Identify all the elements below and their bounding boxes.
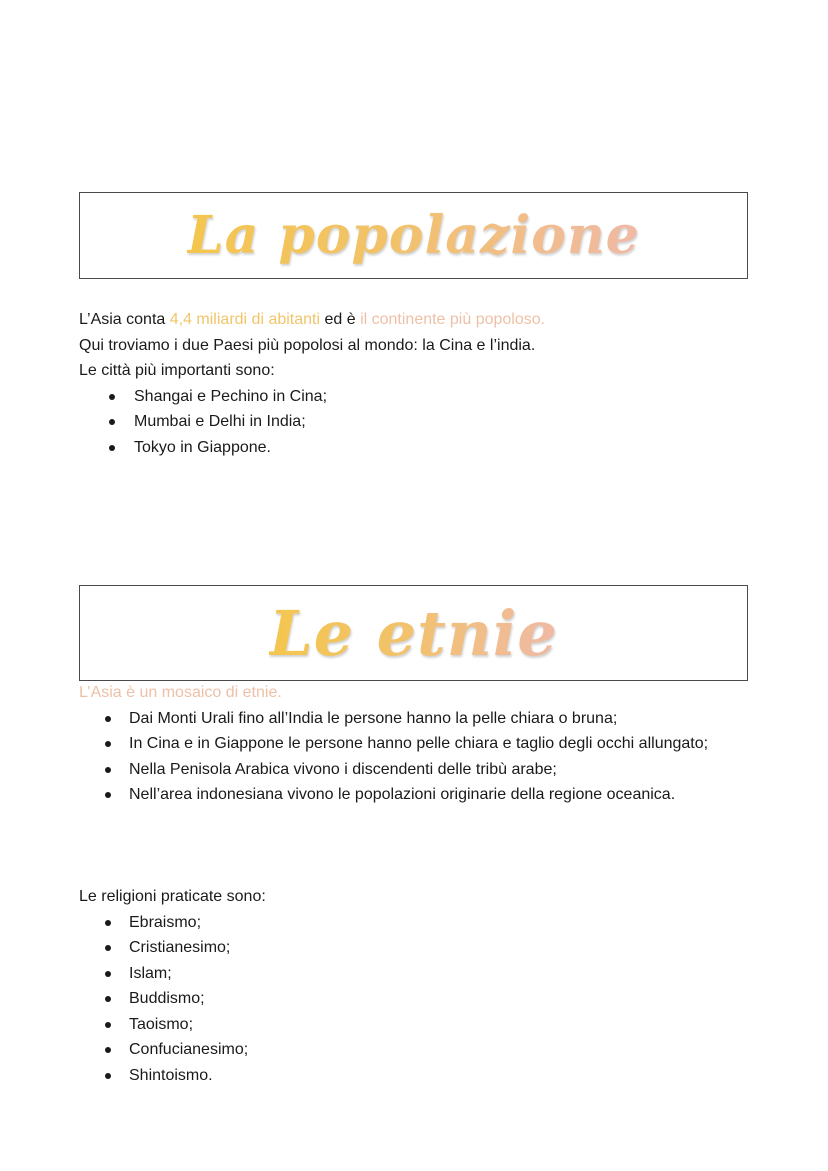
list-item: Islam; xyxy=(79,961,759,987)
etnie-subtitle: L’Asia è un mosaico di etnie. xyxy=(79,684,282,701)
intro-middle: ed è xyxy=(320,311,361,328)
list-item: Ebraismo; xyxy=(79,910,759,936)
list-item: Nell’area indonesiana vivono le popolazioni originarie della regione oceanica. xyxy=(79,782,729,808)
section-title-box-popolazione xyxy=(79,192,748,279)
list-item: Shintoismo. xyxy=(79,1063,759,1089)
intro-prefix: L’Asia conta xyxy=(79,311,170,328)
list-item: Confucianesimo; xyxy=(79,1037,759,1063)
cities-list xyxy=(79,384,759,461)
list-item: Mumbai e Delhi in India; xyxy=(79,409,759,435)
continent-highlight: il continente più popoloso. xyxy=(360,311,546,328)
list-item: In Cina e in Giappone le persone hanno pelle chiara e taglio degli occhi allungato; xyxy=(79,731,729,757)
section-title-popolazione: La popolazione xyxy=(187,205,640,266)
intro-paragraph xyxy=(79,307,759,333)
list-item: Shangai e Pechino in Cina; xyxy=(79,384,759,410)
popolazione-text xyxy=(79,307,759,460)
population-highlight: 4,4 miliardi di abitanti xyxy=(169,311,321,328)
ethnic-list xyxy=(79,706,759,808)
section-title-etnie: Le etnie xyxy=(269,596,558,670)
list-item: Buddismo; xyxy=(79,986,759,1012)
religions-list xyxy=(79,910,759,1089)
religions-text xyxy=(79,884,759,1088)
list-item: Tokyo in Giappone. xyxy=(79,435,759,461)
list-item: Cristianesimo; xyxy=(79,935,759,961)
list-item: Nella Penisola Arabica vivono i discendenti delle tribù arabe; xyxy=(79,757,729,783)
etnie-text xyxy=(79,680,759,808)
list-item: Taoismo; xyxy=(79,1012,759,1038)
countries-line: Qui troviamo i due Paesi più popolosi al mondo: la Cina e l’india. xyxy=(79,336,536,354)
cities-heading: Le città più importanti sono: xyxy=(79,362,275,379)
section-title-box-etnie xyxy=(79,585,748,681)
list-item: Dai Monti Urali fino all’India le persone hanno la pelle chiara o bruna; xyxy=(79,706,729,732)
religions-heading: Le religioni praticate sono: xyxy=(79,888,266,905)
